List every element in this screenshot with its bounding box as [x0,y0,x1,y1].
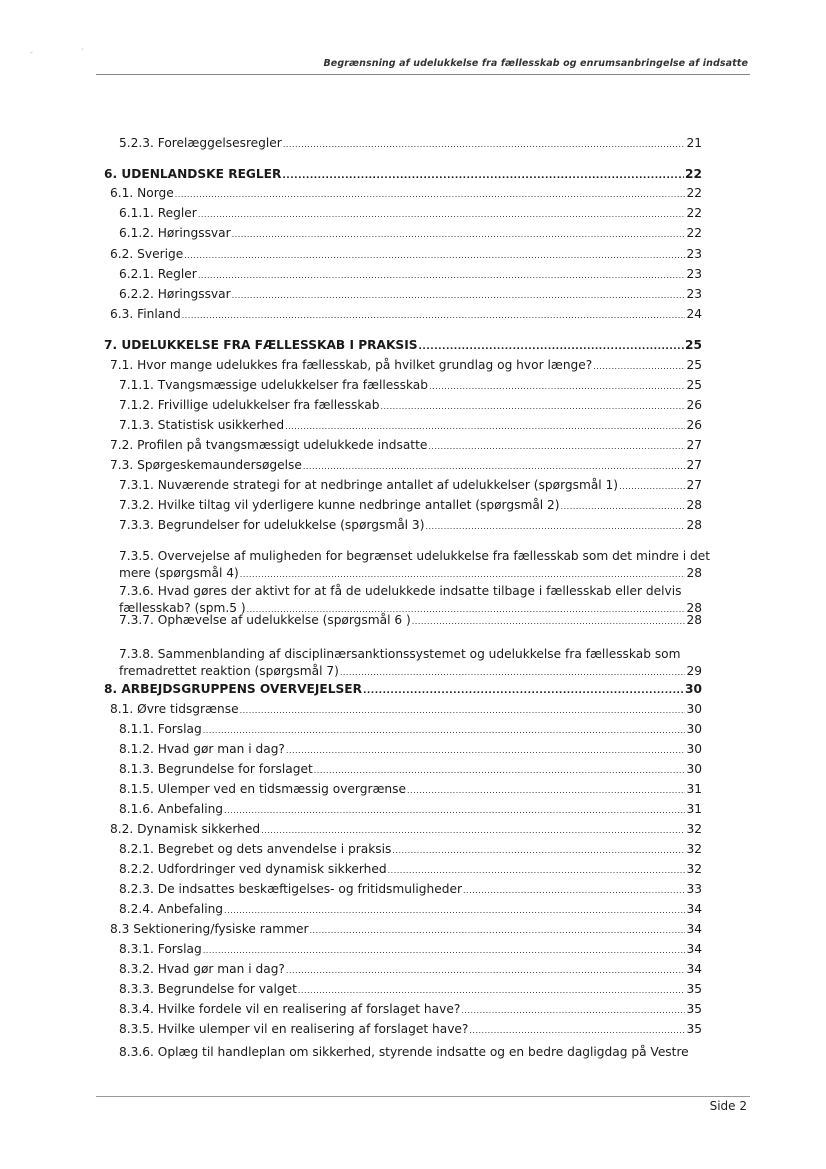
toc-leader-dots [240,565,686,583]
toc-page-number: 31 [686,802,702,816]
toc-leader-dots [303,457,686,475]
toc-page-number: 23 [686,267,702,281]
toc-row [119,417,702,435]
toc-page-number: 28 [686,518,702,532]
toc-entry-label-line: 8.3.6. Oplæg til handleplan om sikkerhed, styrende indsatte og en bedre dagligdag på Vestre [119,1045,689,1059]
toc-entry-label: 8.3.3. Begrundelse for valget [119,982,297,996]
toc-page-number: 27 [686,458,702,472]
toc-entry-label: mere (spørgsmål 4) [119,566,239,580]
toc-page-number: 21 [686,136,702,150]
toc-row [110,821,702,839]
toc-row [119,941,702,959]
toc-entry-label: 7.3.7. Ophævelse af udelukkelse (spørgsmål 6 ) [119,613,411,627]
toc-leader-dots [182,306,686,324]
toc-page-number: 26 [686,418,702,432]
toc-entry-label: 6.2.2. Høringssvar [119,287,231,301]
toc-leader-dots [392,841,685,859]
toc-entry-label: 7.2. Profilen på tvangsmæssigt udelukkede indsatte [110,438,428,452]
toc-entry-label: 7.3. Spørgeskemaundersøgelse [110,458,302,472]
toc-row [119,397,702,415]
toc-entry-label: 8.1.2. Hvad gør man i dag? [119,742,285,756]
toc-page-number: 35 [686,982,702,996]
toc-page-number: 28 [686,498,702,512]
toc-page-number: 22 [685,167,702,181]
toc-page-number: 27 [686,478,702,492]
toc-page-number: 30 [686,762,702,776]
toc-leader-dots [428,437,685,455]
toc-leader-dots [184,246,685,264]
toc-row [119,861,702,879]
page-number: Side 2 [709,1099,747,1113]
toc-leader-dots [380,397,685,415]
toc-page-number: 23 [686,247,702,261]
toc-leader-dots [469,1021,685,1039]
toc-row [119,225,702,243]
toc-page-number: 30 [686,702,702,716]
toc-entry-label: 6.2. Sverige [110,247,184,261]
toc-leader-dots [232,286,686,304]
toc-page-number: 27 [686,438,702,452]
toc-page-number: 28 [686,601,702,615]
toc-entry-label: 6.2.1. Regler [119,267,197,281]
toc-row [119,881,702,899]
toc-row [119,721,702,739]
toc-leader-dots [407,781,685,799]
toc-entry-label: 8.2.2. Udfordringer ved dynamisk sikkerhed [119,862,387,876]
toc-leader-dots [261,821,685,839]
toc-entry-label: 7.3.1. Nuværende strategi for at nedbringe antallet af udelukkelser (spørgsmål 1) [119,478,619,492]
toc-leader-dots [425,517,685,535]
toc-entry-label: 7.1.3. Statistisk usikkerhed [119,418,285,432]
toc-page-number: 32 [686,822,702,836]
running-header: Begrænsning af udelukkelse fra fællesskab og enrumsanbringelse af indsatte [323,58,748,69]
toc-leader-dots [309,921,685,939]
toc-row [104,166,702,184]
toc-row [110,457,702,475]
toc-page-number: 24 [686,307,702,321]
toc-entry-label: 8.2.4. Anbefaling [119,902,224,916]
toc-entry-label: 7. UDELUKKELSE FRA FÆLLESSKAB I PRAKSIS [104,338,418,352]
toc-entry-label: 6.1.2. Høringssvar [119,226,231,240]
toc-entry-label: 6.1.1. Regler [119,206,197,220]
toc-leader-dots [203,721,686,739]
toc-row [110,357,702,375]
toc-page-number: 25 [686,378,702,392]
toc-leader-dots [224,801,685,819]
toc-entry-label: 8.3.1. Forslag [119,942,202,956]
toc-row [119,961,702,979]
toc-row [119,377,702,395]
toc-entry-label: 7.3.2. Hvilke tiltag vil yderligere kunne nedbringe antallet (spørgsmål 2) [119,498,560,512]
toc-entry-label: 7.1.2. Frivillige udelukkelser fra fællesskab [119,398,380,412]
toc-page-number: 34 [686,902,702,916]
toc-page-number: 35 [686,1002,702,1016]
toc-page-number: 22 [686,206,702,220]
toc-row [119,901,702,919]
toc-row [119,477,702,495]
toc-entry-label: 8.2.3. De indsattes beskæftigelses- og fritidsmuligheder [119,882,462,896]
toc-leader-dots [298,981,686,999]
toc-row [119,286,702,304]
toc-leader-dots [285,417,685,435]
toc-leader-dots [429,377,685,395]
scan-artifact: - [30,48,33,57]
toc-row [119,1021,702,1039]
toc-page-number: 34 [686,942,702,956]
toc-page-number: 28 [686,613,702,627]
toc-leader-dots [314,761,686,779]
toc-page-number: 30 [686,722,702,736]
toc-leader-dots [198,205,686,223]
toc-entry-label: 6.3. Finland [110,307,181,321]
toc-leader-dots [363,681,684,699]
toc-page-number: 25 [685,338,702,352]
toc-page-number: 22 [686,226,702,240]
toc-row [119,205,702,223]
toc-entry-label: 7.1. Hvor mange udelukkes fra fællesskab, på hvilket grundlag og hvor længe? [110,358,593,372]
toc-leader-dots [412,612,686,630]
toc-page-number: 22 [686,186,702,200]
toc-row [110,437,702,455]
toc-row [119,781,702,799]
toc-row [119,517,702,535]
toc-entry-label: 8.2. Dynamisk sikkerhed [110,822,261,836]
footer-rule [96,1096,750,1097]
toc-row [110,246,702,264]
toc-leader-dots [619,477,685,495]
toc-entry-label: 5.2.3. Forelæggelsesregler [119,136,282,150]
toc-leader-dots [232,225,686,243]
toc-page-number: 34 [686,922,702,936]
toc-row [119,612,702,630]
toc-entry-label: fællesskab? (spm.5 ) [119,601,246,615]
toc-leader-dots [282,166,684,184]
scan-artifact: ˊ [80,48,84,57]
toc-row [110,921,702,939]
toc-leader-dots [461,1001,685,1019]
toc-page-number: 32 [686,862,702,876]
toc-page-number: 30 [686,742,702,756]
toc-page-number: 31 [686,782,702,796]
toc-page-number: 29 [686,664,702,678]
toc-entry-label: 7.3.3. Begrundelser for udelukkelse (spørgsmål 3) [119,518,425,532]
toc-entry-label: 8.1.6. Anbefaling [119,802,224,816]
toc-leader-dots [175,185,686,203]
toc-entry-label: 6. UDENLANDSKE REGLER [104,167,282,181]
toc-row [110,306,702,324]
toc-page-number: 34 [686,962,702,976]
toc-row [110,701,702,719]
toc-page-number: 25 [686,358,702,372]
toc-row [119,565,702,583]
toc-entry-label: 8.1.3. Begrundelse for forslaget [119,762,313,776]
toc-leader-dots [283,135,686,153]
toc-leader-dots [203,941,686,959]
toc-page-number: 32 [686,842,702,856]
toc-row [119,266,702,284]
toc-entry-label: 8. ARBEJDSGRUPPENS OVERVEJELSER [104,682,362,696]
toc-entry-label: 8.3.5. Hvilke ulemper vil en realisering af forslaget have? [119,1022,469,1036]
toc-entry-label: 8.3.2. Hvad gør man i dag? [119,962,285,976]
toc-page-number: 23 [686,287,702,301]
toc-entry-label-line: 7.3.5. Overvejelse af muligheden for begrænset udelukkelse fra fællesskab som det mindre i det [119,549,711,563]
toc-row [119,801,702,819]
toc-row [119,497,702,515]
toc-leader-dots [593,357,685,375]
toc-leader-dots [286,741,686,759]
toc-entry-label: 7.1.1. Tvangsmæssige udelukkelser fra fællesskab [119,378,429,392]
toc-row [119,1001,702,1019]
toc-entry-label: 8.1. Øvre tidsgrænse [110,702,239,716]
toc-leader-dots [286,961,686,979]
toc-entry-label: 8.3.4. Hvilke fordele vil en realisering af forslaget have? [119,1002,461,1016]
toc-row [119,981,702,999]
toc-row [110,185,702,203]
toc-entry-label: 8.1.5. Ulemper ved en tidsmæssig overgrænse [119,782,407,796]
toc-entry-label: fremadrettet reaktion (spørgsmål 7) [119,664,339,678]
toc-leader-dots [224,901,685,919]
toc-row [119,741,702,759]
toc-leader-dots [419,337,685,355]
toc-entry-label: 6.1. Norge [110,186,174,200]
toc-row [119,135,702,153]
toc-row [104,681,702,699]
toc-leader-dots [463,881,686,899]
toc-row [104,337,702,355]
toc-leader-dots [388,861,686,879]
toc-leader-dots [561,497,686,515]
toc-page-number: 35 [686,1022,702,1036]
toc-entry-label: 8.1.1. Forslag [119,722,202,736]
toc-page-number: 28 [686,566,702,580]
toc-page-number: 26 [686,398,702,412]
toc-row [119,841,702,859]
toc-entry-label-line: 7.3.8. Sammenblanding af disciplinærsanktionssystemet og udelukkelse fra fællesskab som [119,647,681,661]
toc-leader-dots [198,266,686,284]
toc-entry-label-line: 7.3.6. Hvad gøres der aktivt for at få de udelukkede indsatte tilbage i fællesskab eller delvis [119,584,682,598]
toc-entry-label: 8.3 Sektionering/fysiske rammer [110,922,309,936]
toc-page-number: 30 [685,682,702,696]
toc-row [119,761,702,779]
toc-entry-label: 8.2.1. Begrebet og dets anvendelse i praksis [119,842,392,856]
toc-page-number: 33 [686,882,702,896]
toc-leader-dots [340,663,686,681]
toc-leader-dots [240,701,686,719]
toc-row [119,663,702,681]
